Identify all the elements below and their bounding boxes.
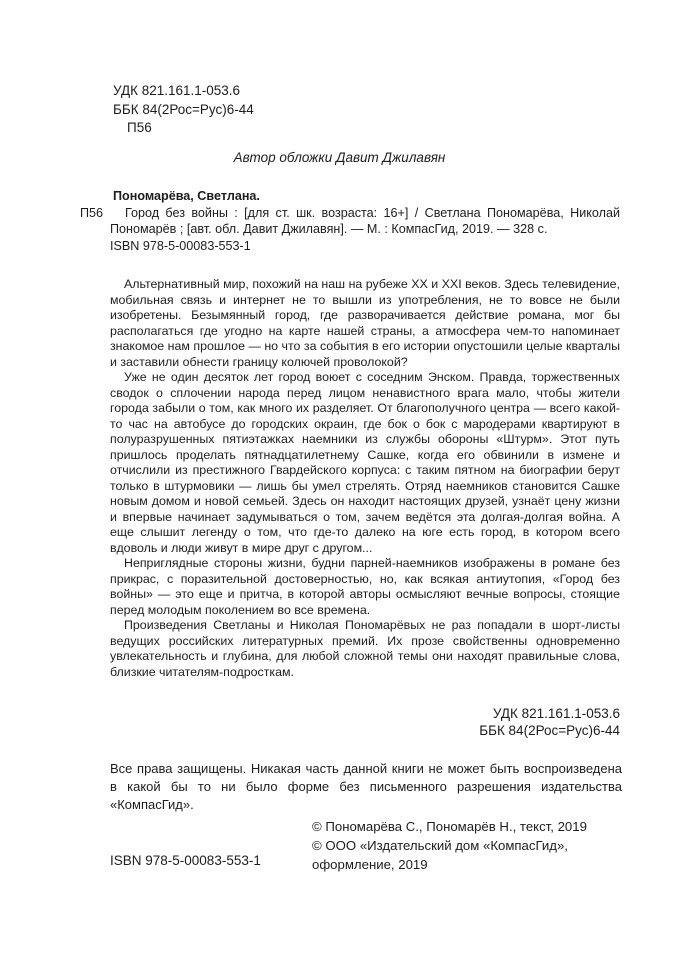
classification-codes-bottom — [479, 705, 620, 739]
annotation-paragraph-2: Уже не один десяток лет город воюет с соседним Энском. Правда, торжественных сводок о сплочении народа перед лицом ненавистного врага мало, чтобы жители города забыли о том, как много их разделяет. От благополучного центра — всего какой-то час на автобусе до городских окраин, где бок о бок с мародерами квартируют в полуразрушенных пятиэтажках наемники из службы обороны «Штурм». Этот путь пришлось проделать пятнадцатилетнему Сашке, когда его обвинили в измене и отчислили из престижного Гвардейского корпуса: с таким пятном на биографии берут только в штурмовики — лишь бы умел стрелять. Отряд наемников становится Сашке новым домом и новой семьей. Здесь он находит настоящих друзей, узнаёт цену жизни и впервые начинает задумываться о том, зачем ведётся эта долгая-долгая война. А еще слышит легенду о том, что где-то далеко на юге есть город, в котором всего вдоволь и люди живут в мире друг с другом... — [110, 370, 620, 555]
card-author-heading: Пономарёва, Светлана. — [113, 189, 260, 203]
copyright-design-line: оформление, 2019 — [312, 857, 428, 872]
bbk-code-bottom: ББК 84(2Рос=Рус)6-44 — [479, 723, 620, 738]
author-sign-code-top: П56 — [127, 120, 152, 135]
copyright-text-line: © Пономарёва С., Пономарёв Н., текст, 2019 — [312, 819, 587, 834]
copyright-publisher-line: © ООО «Издательский дом «КомпасГид», — [312, 838, 568, 853]
annotation-block — [110, 277, 620, 680]
bbk-code-top: ББК 84(2Рос=Рус)6-44 — [113, 101, 254, 117]
classification-codes-top — [113, 82, 254, 138]
annotation-paragraph-3: Неприглядные стороны жизни, будни парней-наемников изображены в романе без прикрас, с поразительной достоверностью, но, как всякая антиутопия, «Город без войны» — это еще и притча, в которой авторы осмысляют вечные вопросы, стоящие перед молодым поколением во все времена. — [110, 556, 620, 617]
catalog-card — [80, 188, 620, 254]
udk-code-top: УДК 821.161.1-053.6 — [113, 83, 241, 98]
isbn-bottom: ISBN 978-5-00083-553-1 — [110, 853, 261, 868]
card-description-row — [80, 205, 620, 238]
copyright-block — [312, 817, 642, 874]
cover-artist-credit: Автор обложки Давит Джилавян — [233, 150, 446, 165]
rights-notice: Все права защищены. Никакая часть данной книги не может быть воспроизведена в какой бы то ни было форме без письменного разрешения издательства «КомпасГид». — [110, 761, 622, 812]
card-author-sign: П56 — [80, 205, 104, 220]
annotation-paragraph-4: Произведения Светланы и Николая Пономарёвых не раз попадали в шорт-листы ведущих российских литературных премий. Их прозе свойственны одновременно увлекательность и глубина, для любой сложной темы они находят правильные слова, близкие читателям-подросткам. — [110, 618, 620, 679]
annotation-paragraph-1: Альтернативный мир, похожий на наш на рубеже XX и XXI веков. Здесь телевидение, мобильная связь и интернет не то вышли из употребления, не то вовсе не были изобретены. Безымянный город, где разворачивается действие романа, мог бы располагаться где угодно на карте нашей страны, а атмосфера чем-то напоминает знакомое нам прошлое — но что за события в его истории опустошили целые кварталы и заставили обнести границу колючей проволокой? — [110, 277, 620, 369]
udk-code-bottom: УДК 821.161.1-053.6 — [492, 706, 620, 721]
card-isbn: ISBN 978-5-00083-553-1 — [110, 238, 251, 253]
card-bibliographic-description: Город без войны : [для ст. шк. возраста: 16+] / Светлана Пономарёва, Николай Пономарёв ; [авт. обл. Давит Джилавян]. — М. : КомпасГид, 2019. — 328 с. — [110, 205, 620, 236]
